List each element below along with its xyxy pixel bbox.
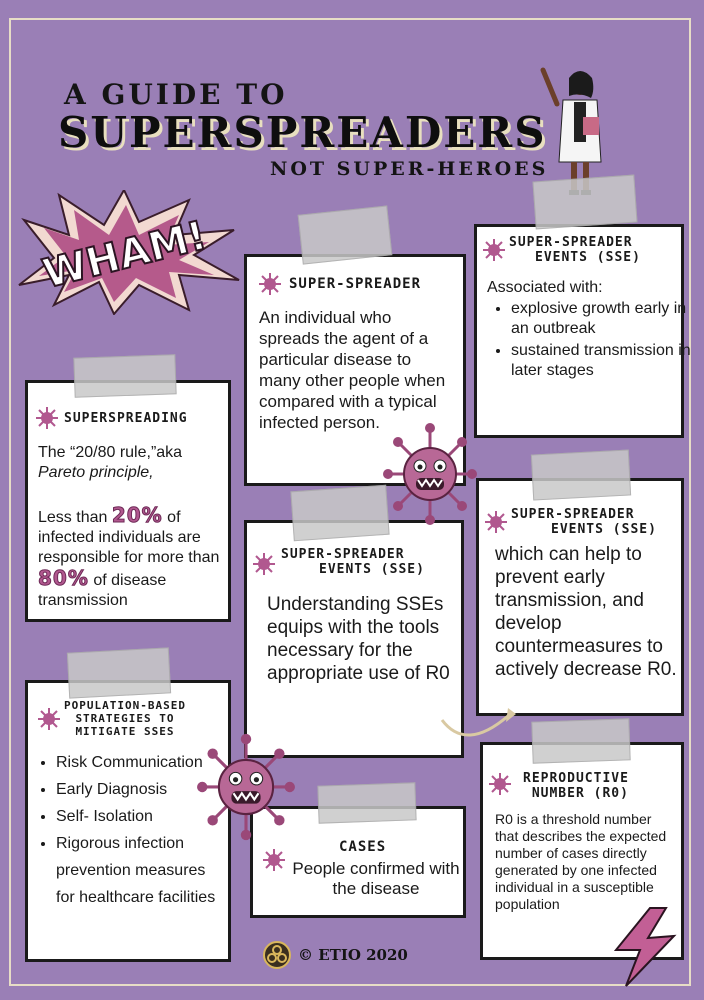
virus-icon bbox=[253, 553, 275, 575]
etio-logo-icon bbox=[262, 940, 292, 970]
card-sse-prevent-heading-2: EVENTS (SSE) bbox=[551, 522, 657, 537]
stat-text: Less than bbox=[38, 509, 108, 526]
card-reproductive-heading-1: REPRODUCTIVE bbox=[523, 771, 629, 786]
stat-80-percent: 80% bbox=[38, 566, 89, 590]
tape bbox=[67, 647, 171, 698]
virus-icon bbox=[36, 407, 58, 429]
tape bbox=[317, 782, 416, 823]
list-item: • sustained transmission in later stages bbox=[511, 341, 691, 381]
virus-icon bbox=[485, 511, 507, 533]
virus-icon bbox=[259, 273, 281, 295]
virus-icon bbox=[489, 773, 511, 795]
card-superspreading-heading: SUPERSPREADING bbox=[64, 410, 188, 426]
stat-20-percent: 20% bbox=[111, 503, 163, 527]
card-reproductive-heading-2: NUMBER (R0) bbox=[531, 786, 629, 801]
list-item: • Rigorous infection prevention measures for healthcare facilities bbox=[56, 830, 228, 911]
list-item: • Self- Isolation bbox=[56, 803, 228, 830]
card-sse-prevent bbox=[476, 478, 684, 716]
pareto-line-2: Pareto principle, bbox=[38, 464, 154, 481]
list-item: • explosive growth early in an outbreak bbox=[511, 299, 691, 339]
card-sse-understanding-heading-1: SUPER-SPREADER bbox=[281, 547, 405, 562]
virus-icon bbox=[382, 422, 478, 526]
card-sse-prevent-heading-1: SUPER-SPREADER bbox=[511, 507, 635, 522]
virus-icon bbox=[38, 708, 60, 730]
footer-copyright: © ETIO 2020 bbox=[298, 946, 408, 964]
virus-icon bbox=[483, 239, 505, 261]
tape bbox=[298, 205, 393, 264]
footer bbox=[262, 940, 408, 970]
card-sse-associated-heading-1: SUPER-SPREADER bbox=[509, 235, 633, 250]
card-superspreader-heading: SUPER-SPREADER bbox=[289, 276, 422, 292]
wham-burst-icon bbox=[14, 190, 244, 315]
lightning-icon bbox=[610, 906, 680, 988]
pareto-line-1: The “20/80 rule,”aka bbox=[38, 444, 183, 461]
list-item: • Risk Communication bbox=[56, 749, 228, 776]
virus-icon bbox=[263, 849, 285, 871]
card-cases-heading: CASES bbox=[339, 839, 387, 855]
card-reproductive-text: R0 is a threshold number that describes the expected number of cases directly generated by one infected individual in a susceptible population bbox=[495, 811, 667, 912]
card-sse-prevent-text: which can help to prevent early transmission, and develop countermeasures to actively decrease R0. bbox=[495, 544, 677, 680]
card-sse-associated-heading-2: EVENTS (SSE) bbox=[535, 250, 641, 265]
card-superspreader-text: An individual who spreads the agent of a particular disease to many other people when compared with a typical infected person. bbox=[259, 308, 446, 432]
card-population-heading-1: POPULATION-BASED bbox=[64, 699, 186, 712]
card-sse-understanding-text: Understanding SSEs equips with the tools necessary for the appropriate use of R0 bbox=[267, 594, 450, 684]
card-population-heading-3: MITIGATE SSES bbox=[75, 725, 175, 738]
tape bbox=[531, 449, 631, 500]
stat-text: of bbox=[167, 509, 181, 526]
title-line-2: SUPERSPREADERS bbox=[58, 108, 547, 157]
tape bbox=[73, 354, 176, 398]
title-line-1: A GUIDE TO bbox=[64, 78, 288, 111]
list-item: • Early Diagnosis bbox=[56, 776, 228, 803]
title-line-3: NOT SUPER-HEROES bbox=[270, 158, 549, 180]
card-sse-understanding bbox=[244, 520, 464, 758]
wham-text: WHAM! bbox=[38, 212, 212, 298]
virus-icon bbox=[196, 732, 296, 842]
card-cases-text: People confirmed with the disease bbox=[292, 859, 460, 898]
tape bbox=[290, 485, 389, 542]
tape bbox=[531, 718, 630, 763]
card-population-heading-2: STRATEGIES TO bbox=[75, 712, 175, 725]
stat-text: infected individuals are responsible for more than bbox=[38, 529, 220, 566]
card-sse-associated-list bbox=[491, 299, 691, 381]
card-sse-understanding-heading-2: EVENTS (SSE) bbox=[319, 562, 425, 577]
stat-text: of disease transmission bbox=[38, 572, 167, 609]
card-sse-associated bbox=[474, 224, 691, 438]
card-superspreading bbox=[25, 380, 231, 622]
tape bbox=[532, 175, 637, 230]
arrow-icon bbox=[436, 690, 518, 750]
card-sse-associated-intro: Associated with: bbox=[487, 279, 603, 296]
